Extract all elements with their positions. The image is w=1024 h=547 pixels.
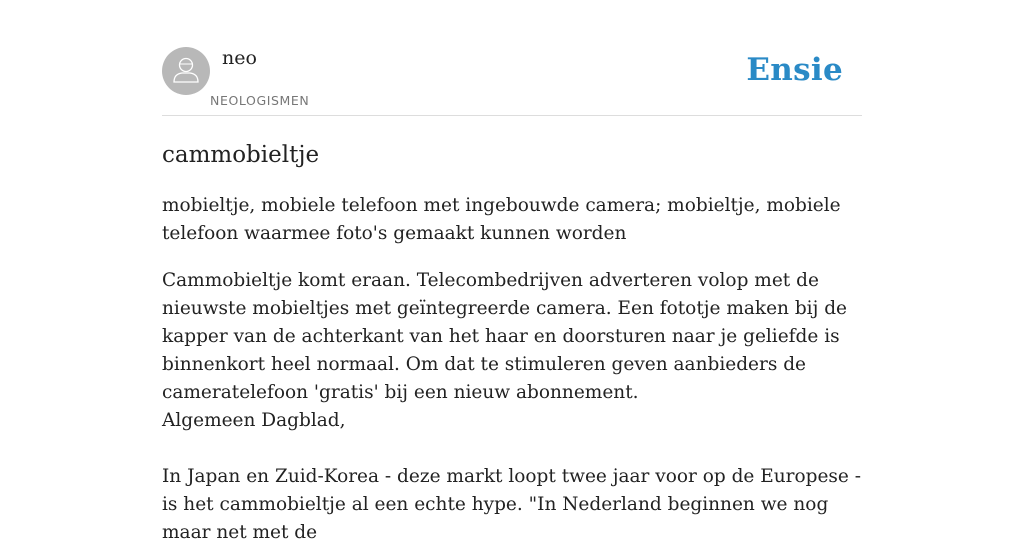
- entry-definition: mobieltje, mobiele telefoon met ingebouwde camera; mobieltje, mobiele telefoon waarmee foto's gemaakt kunnen worden: [162, 195, 841, 244]
- example-paragraph: Cammobieltje komt eraan. Telecombedrijven adverteren volop met de nieuwste mobieltjes met geïntegreerde camera. Een fototje maken bij de kapper van de achterkant van het haar en doorsturen naar je geliefde is binnenkort heel normaal. Om dat te stimuleren geven aanbieders de cameratelefoon 'gratis' bij een nieuw abonnement.: [162, 270, 848, 403]
- example-source: Algemeen Dagblad,: [162, 410, 346, 431]
- category-label[interactable]: NEOLOGISMEN: [210, 93, 310, 108]
- username[interactable]: neo: [222, 47, 257, 69]
- entry-title: cammobieltje: [162, 142, 320, 168]
- avatar-silhouette-icon: [162, 47, 210, 95]
- entry-example: [162, 267, 862, 547]
- example-paragraph: In Japan en Zuid-Korea - deze markt loopt twee jaar voor op de Europese - is het cammobieltje al een echte hype. "In Nederland beginnen we nog maar net met de: [162, 466, 862, 543]
- entry-header: [162, 0, 862, 116]
- user-avatar-icon[interactable]: [162, 47, 210, 95]
- paragraph-gap: [162, 435, 862, 463]
- site-logo[interactable]: Ensie: [746, 52, 843, 88]
- entry-container: [162, 0, 862, 543]
